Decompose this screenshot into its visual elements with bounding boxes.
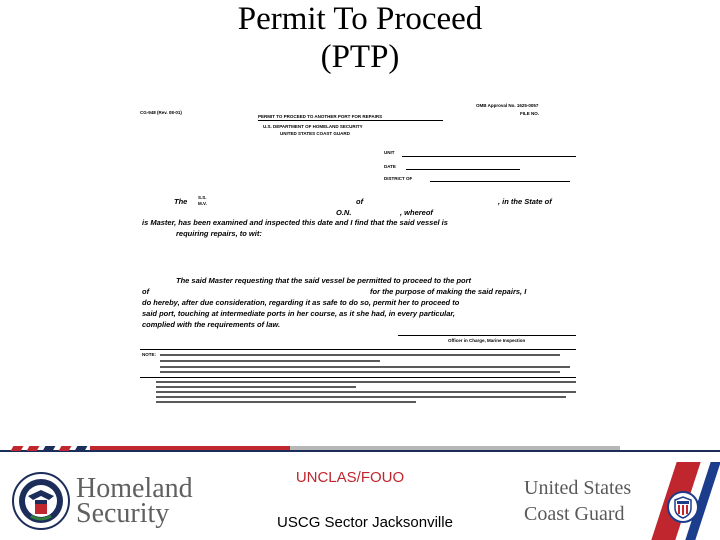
slide-title <box>0 0 720 76</box>
para2-line3: do hereby, after due consideration, regarding it as safe to do so, permit her to proceed to <box>142 298 460 307</box>
unit-line <box>402 156 576 157</box>
dhs-seal-icon <box>12 472 70 530</box>
fine-print <box>160 360 380 362</box>
form-dept: U.S. DEPARTMENT OF HOMELAND SECURITY <box>263 124 363 129</box>
sector-label: USCG Sector Jacksonville <box>277 514 453 531</box>
fine-print <box>160 366 570 368</box>
form-number: CG-948 (Rev. 08-01) <box>140 110 182 115</box>
homeland-security-wordmark-line2: Security <box>76 498 170 529</box>
in-state-label: , in the State of <box>498 197 552 206</box>
slide-title-line2: (PTP) <box>320 39 400 75</box>
para2-line2a: of <box>142 287 150 296</box>
of-label: of <box>356 197 364 206</box>
omb-approval: OMB Approval No. 1625-0057 <box>476 103 539 108</box>
date-line <box>406 169 520 170</box>
form-agency: UNITED STATES COAST GUARD <box>280 131 350 136</box>
officer-signature-line <box>398 335 576 336</box>
form-line3: requiring repairs, to wit: <box>176 229 262 238</box>
fine-print-rule <box>140 377 576 378</box>
heading-rule <box>258 120 443 121</box>
fine-print <box>156 386 356 388</box>
uscg-wordmark-line1: United States <box>524 477 632 499</box>
district-line <box>430 181 570 182</box>
para2-line2b: for the purpose of making the said repairs, I <box>370 287 527 296</box>
fine-print <box>160 354 560 356</box>
para2-line4: said port, touching at intermediate ports in her course, as it she had, in every particular, <box>142 309 455 318</box>
footer-stripe-navy <box>0 450 720 452</box>
whereof-label: , whereof <box>400 208 433 217</box>
officer-label: Officer in Charge, Marine Inspection <box>448 338 526 343</box>
form-heading: PERMIT TO PROCEED TO ANOTHER PORT FOR REPAIRS <box>258 114 383 119</box>
fine-print <box>160 371 560 373</box>
note-label: NOTE: <box>142 352 156 357</box>
district-label: DISTRICT OF <box>384 176 413 181</box>
on-label: O.N. <box>336 208 352 217</box>
fine-print <box>156 391 576 393</box>
classification-label: UNCLAS/FOUO <box>295 469 405 486</box>
para2-line1: The said Master requesting that the said vessel be permitted to proceed to the port <box>176 276 472 285</box>
uscg-wordmark-line2: Coast Guard <box>524 503 625 525</box>
permit-form-image <box>140 103 580 403</box>
date-label: DATE <box>384 164 396 169</box>
slide-title-line1: Permit To Proceed <box>237 1 483 37</box>
vessel-type: S.S. M.V. <box>198 195 207 206</box>
fine-print <box>156 396 566 398</box>
file-no-label: FILE NO. <box>520 111 539 116</box>
fine-print <box>156 401 416 403</box>
note-rule <box>140 349 576 350</box>
fine-print <box>156 381 576 383</box>
para2-line5: complied with the requirements of law. <box>142 320 281 329</box>
the-label: The <box>174 197 188 206</box>
homeland-security-wordmark-line1: Homeland <box>76 473 193 504</box>
unit-label: UNIT <box>384 150 395 155</box>
coast-guard-emblem-icon <box>666 490 700 524</box>
footer-stripe-red <box>90 446 290 450</box>
form-line2: is Master, has been examined and inspected this date and I find that the said vessel is <box>142 218 448 227</box>
